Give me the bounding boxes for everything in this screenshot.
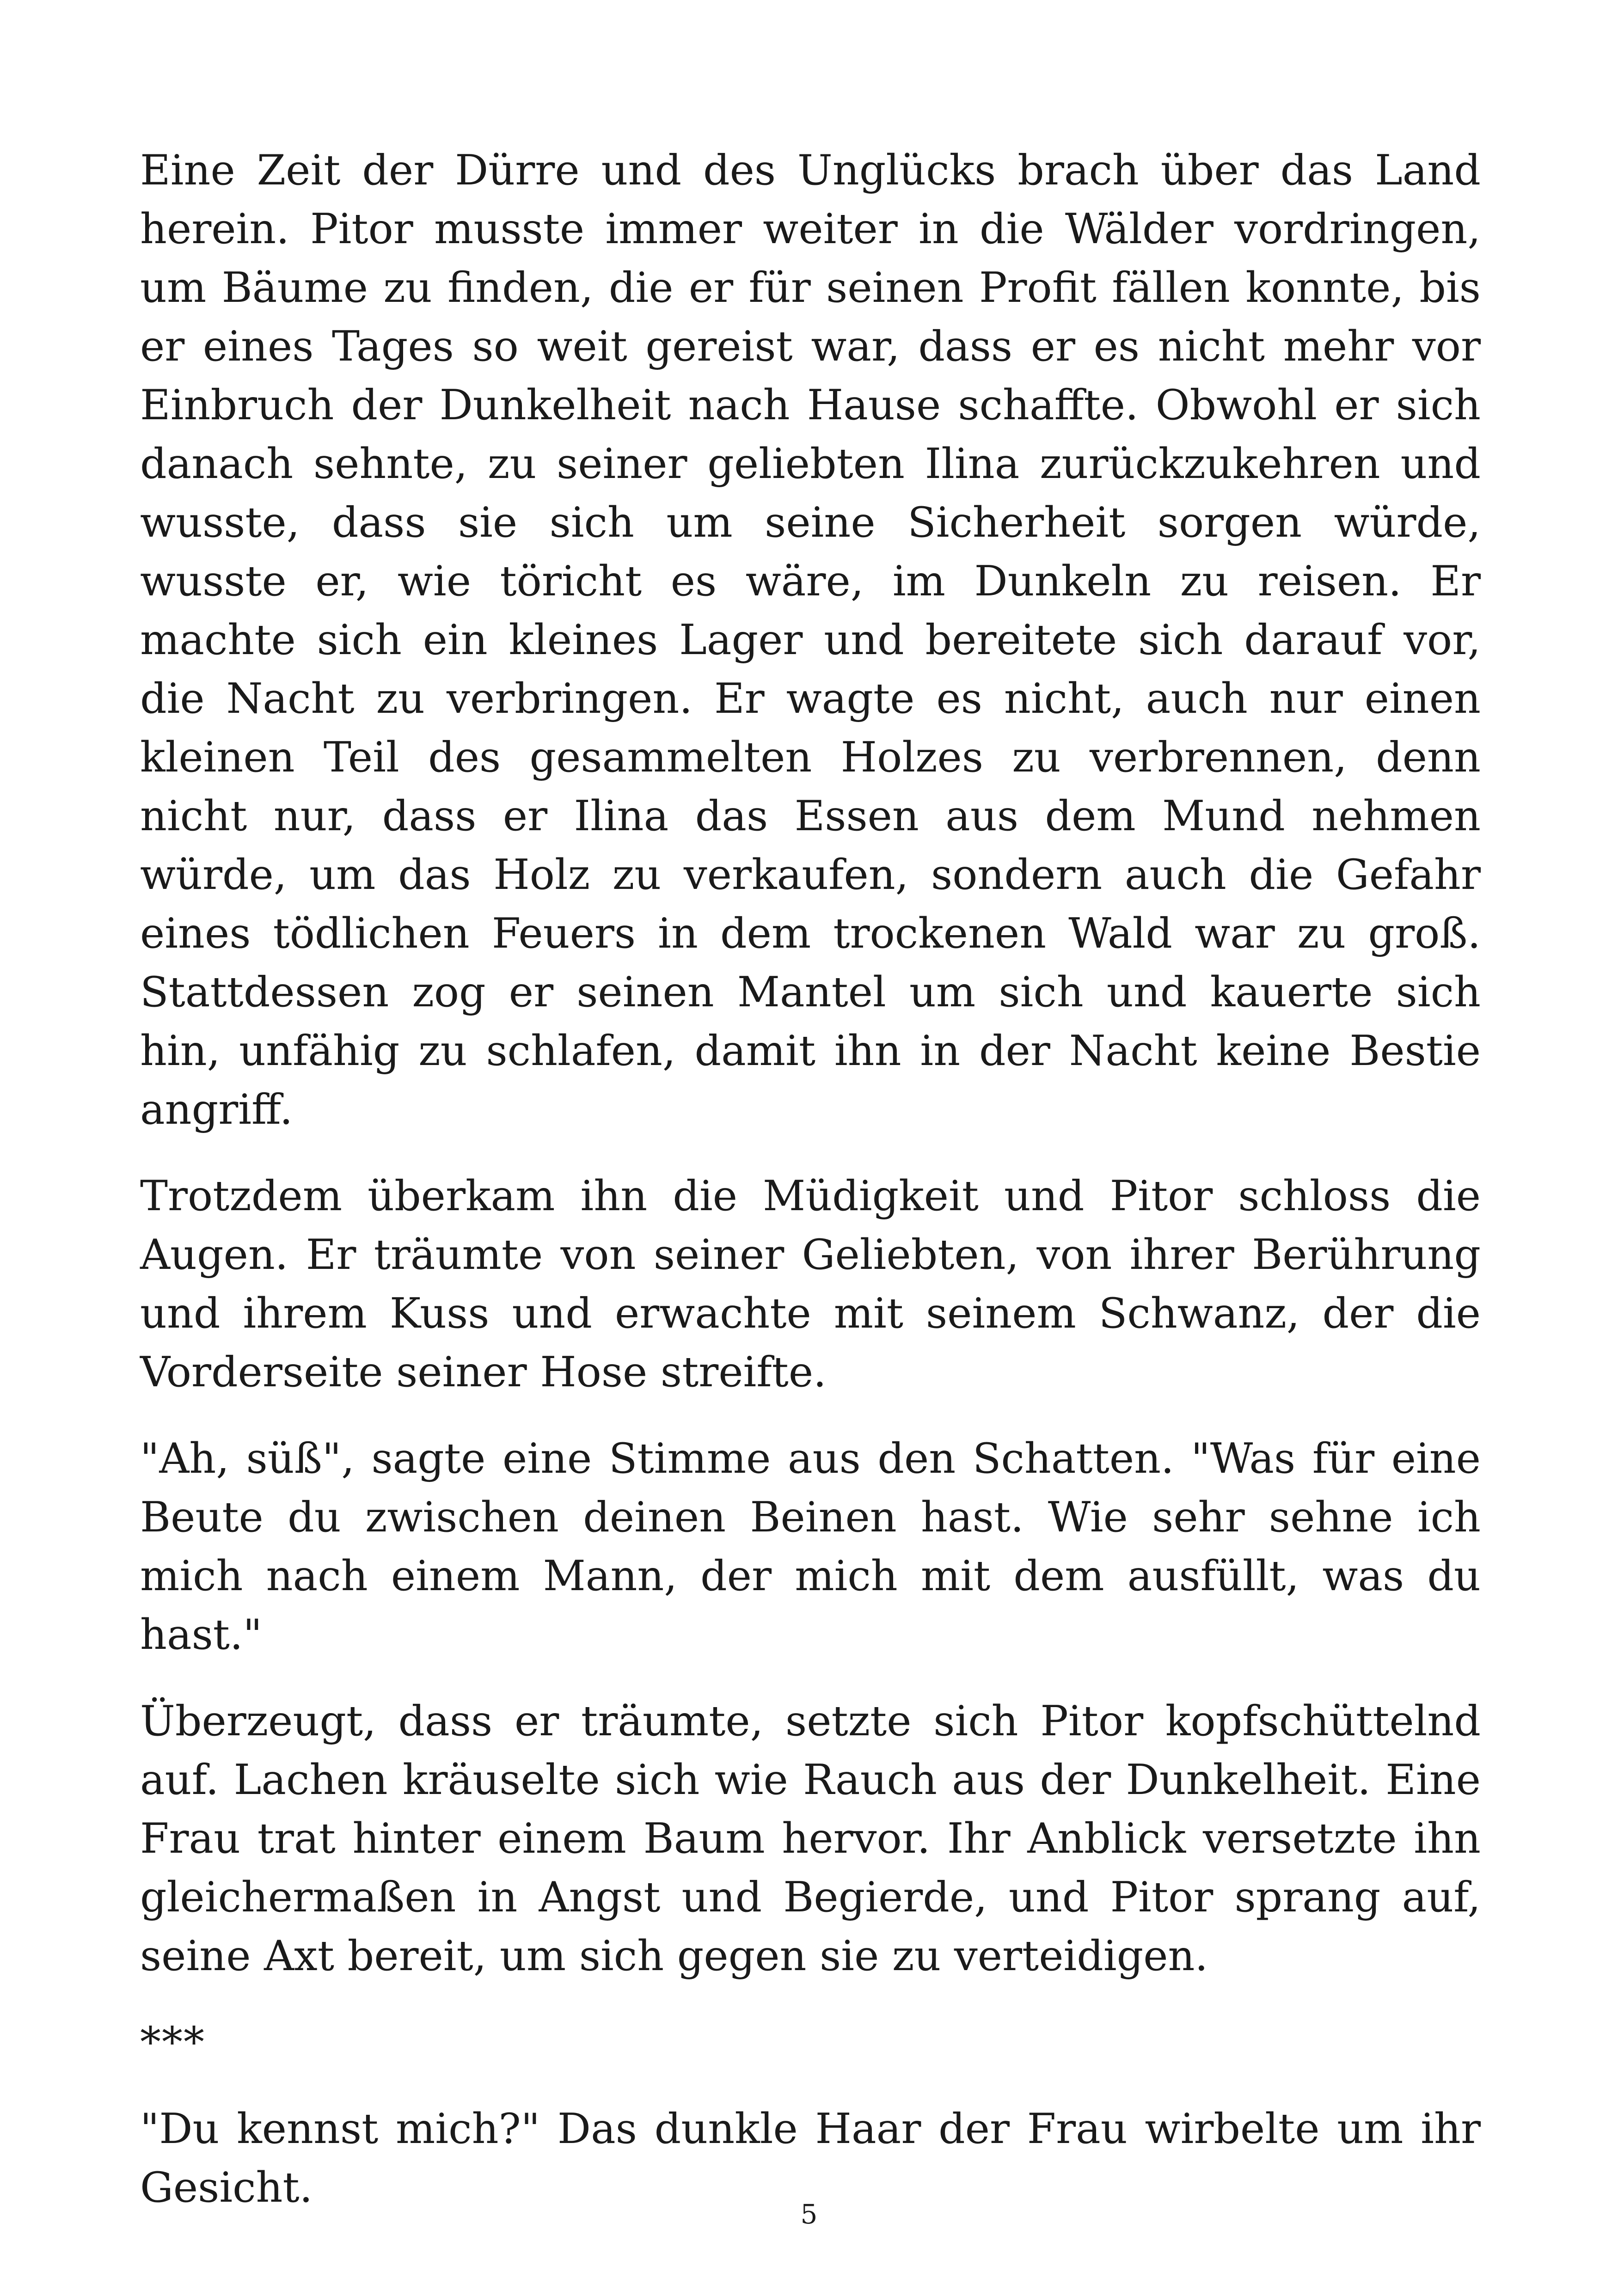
paragraph: Eine Zeit der Dürre und des Unglücks brach über das Land herein. Pitor musste immer weiter in die Wälder vordringen, um Bäume zu finden, die er für seinen Profit fällen konnte, bis er eines Tages so weit gereist war, dass er es nicht mehr vor Einbruch der Dunkelheit nach Hause schaffte. Obwohl er sich danach sehnte, zu seiner geliebten Ilina zurückzukehren und wusste, dass sie sich um seine Sicherheit sorgen würde, wusste er, wie töricht es wäre, im Dunkeln zu reisen. Er machte sich ein kleines Lager und bereitete sich darauf vor, die Nacht zu verbringen. Er wagte es nicht, auch nur einen kleinen Teil des gesammelten Holzes zu verbrennen, denn nicht nur, dass er Ilina das Essen aus dem Mund nehmen würde, um das Holz zu verkaufen, sondern auch die Gefahr eines tödlichen Feuers in dem trockenen Wald war zu groß. Stattdessen zog er seinen Mantel um sich und kauerte sich hin, unfähig zu schlafen, damit ihn in der Nacht keine Bestie angriff. bbox=[140, 146, 1481, 1134]
paragraph: Überzeugt, dass er träumte, setzte sich Pitor kopfschüttelnd auf. Lachen kräuselte sich wie Rauch aus der Dunkelheit. Eine Frau trat hinter einem Baum hervor. Ihr Anblick versetzte ihn gleichermaßen in Angst und Begierde, und Pitor sprang auf, seine Axt bereit, um sich gegen sie zu verteidigen. bbox=[140, 1697, 1481, 1980]
scene-separator: *** bbox=[140, 2018, 205, 2067]
paragraph: "Ah, süß", sagte eine Stimme aus den Schatten. "Was für eine Beute du zwischen deinen Beinen hast. Wie sehr sehne ich mich nach einem Mann, der mich mit dem ausfüllt, was du hast." bbox=[140, 1434, 1481, 1659]
body-text bbox=[140, 141, 1481, 2245]
page-number: 5 bbox=[800, 2198, 818, 2230]
paragraph: "Du kennst mich?" Das dunkle Haar der Frau wirbelte um ihr Gesicht. bbox=[140, 2105, 1481, 2212]
paragraph: Trotzdem überkam ihn die Müdigkeit und Pitor schloss die Augen. Er träumte von seiner Geliebten, von ihrer Berührung und ihrem Kuss und erwachte mit seinem Schwanz, der die Vorderseite seiner Hose streifte. bbox=[140, 1172, 1481, 1396]
